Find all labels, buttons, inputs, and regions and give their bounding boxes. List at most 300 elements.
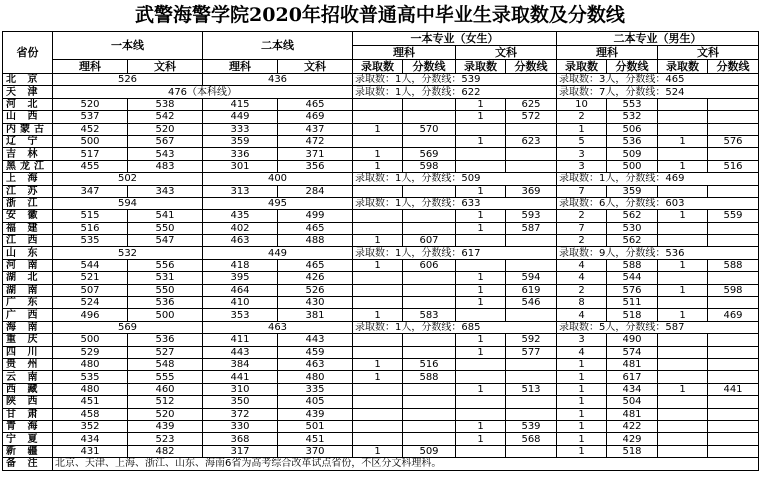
value-cell: 570 — [403, 123, 456, 135]
table-row — [3, 346, 759, 358]
value-cell: 553 — [607, 98, 658, 110]
province-cell: 江 苏 — [3, 185, 53, 197]
table-row — [3, 420, 759, 432]
value-cell — [658, 420, 708, 432]
value-cell: 572 — [506, 111, 557, 123]
value-cell: 516 — [403, 358, 456, 370]
header-spec2-wen: 文科 — [658, 46, 759, 60]
value-cell: 535 — [53, 371, 128, 383]
province-cell: 福 建 — [3, 222, 53, 234]
value-cell: 1 — [456, 284, 506, 296]
value-cell: 1 — [557, 383, 607, 395]
value-cell: 483 — [128, 160, 203, 172]
value-cell: 496 — [53, 309, 128, 321]
value-cell: 500 — [53, 334, 128, 346]
value-cell: 501 — [278, 420, 353, 432]
value-cell: 1 — [456, 383, 506, 395]
header-tier2-li: 理科 — [203, 60, 278, 74]
table-row — [3, 123, 759, 135]
value-cell: 4 — [557, 309, 607, 321]
table-row — [3, 74, 759, 86]
value-cell: 469 — [278, 111, 353, 123]
value-cell: 527 — [128, 346, 203, 358]
value-cell: 2 — [557, 210, 607, 222]
value-cell: 562 — [607, 235, 658, 247]
value-cell — [708, 420, 759, 432]
province-cell: 浙 江 — [3, 197, 53, 209]
table-row — [3, 259, 759, 271]
value-cell: 607 — [403, 235, 456, 247]
value-cell: 434 — [53, 433, 128, 445]
value-cell: 531 — [128, 272, 203, 284]
value-cell: 1 — [353, 123, 403, 135]
value-cell: 3 — [557, 334, 607, 346]
value-cell: 463 — [203, 235, 278, 247]
value-cell — [353, 284, 403, 296]
table-row — [3, 309, 759, 321]
note-row — [3, 458, 759, 470]
value-cell — [403, 334, 456, 346]
tier1-merged-cell: 569 — [53, 321, 203, 333]
value-cell: 1 — [456, 433, 506, 445]
table-row — [3, 272, 759, 284]
province-cell: 湖 北 — [3, 272, 53, 284]
value-cell — [403, 98, 456, 110]
value-cell: 347 — [53, 185, 128, 197]
value-cell: 464 — [203, 284, 278, 296]
value-cell — [403, 346, 456, 358]
value-cell: 449 — [203, 111, 278, 123]
value-cell — [658, 123, 708, 135]
province-cell: 河 南 — [3, 259, 53, 271]
value-cell: 455 — [53, 160, 128, 172]
value-cell — [506, 123, 557, 135]
header-fsx: 分数线 — [403, 60, 456, 74]
value-cell: 333 — [203, 123, 278, 135]
province-cell: 西 藏 — [3, 383, 53, 395]
value-cell: 313 — [203, 185, 278, 197]
province-cell: 青 海 — [3, 420, 53, 432]
value-cell: 536 — [607, 135, 658, 147]
value-cell: 541 — [128, 210, 203, 222]
value-cell: 500 — [53, 135, 128, 147]
value-cell: 576 — [607, 284, 658, 296]
province-cell: 黑龙江 — [3, 160, 53, 172]
value-cell: 587 — [506, 222, 557, 234]
spec2-merged-cell: 录取数：5人，分数线：587 — [557, 321, 759, 333]
header-fsx: 分数线 — [506, 60, 557, 74]
value-cell: 301 — [203, 160, 278, 172]
value-cell — [658, 445, 708, 457]
value-cell — [708, 334, 759, 346]
header-lqs: 录取数 — [557, 60, 607, 74]
value-cell — [658, 346, 708, 358]
note-label: 备 注 — [3, 458, 53, 470]
value-cell: 530 — [607, 222, 658, 234]
value-cell: 480 — [278, 371, 353, 383]
value-cell — [658, 272, 708, 284]
spec1-merged-cell: 录取数：1人，分数线：539 — [353, 74, 557, 86]
value-cell: 7 — [557, 222, 607, 234]
value-cell: 431 — [53, 445, 128, 457]
value-cell: 384 — [203, 358, 278, 370]
value-cell: 2 — [557, 284, 607, 296]
tier1-merged-cell: 594 — [53, 197, 203, 209]
value-cell: 411 — [203, 334, 278, 346]
value-cell: 435 — [203, 210, 278, 222]
value-cell: 1 — [353, 235, 403, 247]
value-cell — [353, 408, 403, 420]
province-cell: 北 京 — [3, 74, 53, 86]
value-cell: 3 — [557, 148, 607, 160]
province-cell: 山 西 — [3, 111, 53, 123]
header-tier1: 一本线 — [53, 32, 203, 60]
value-cell: 330 — [203, 420, 278, 432]
value-cell: 434 — [607, 383, 658, 395]
table-row — [3, 98, 759, 110]
header-spec1: 一本专业（女生） — [353, 32, 557, 46]
value-cell: 372 — [203, 408, 278, 420]
value-cell: 536 — [128, 297, 203, 309]
value-cell: 410 — [203, 297, 278, 309]
table-row — [3, 396, 759, 408]
table-row — [3, 297, 759, 309]
value-cell — [403, 210, 456, 222]
table-row — [3, 173, 759, 185]
value-cell: 520 — [128, 123, 203, 135]
value-cell: 368 — [203, 433, 278, 445]
table-row — [3, 235, 759, 247]
value-cell: 556 — [128, 259, 203, 271]
value-cell: 504 — [607, 396, 658, 408]
value-cell: 536 — [128, 334, 203, 346]
value-cell: 1 — [658, 383, 708, 395]
value-cell: 588 — [708, 259, 759, 271]
value-cell: 520 — [53, 98, 128, 110]
value-cell — [403, 111, 456, 123]
value-cell — [353, 383, 403, 395]
header-tier2-wen: 文科 — [278, 60, 353, 74]
value-cell: 488 — [278, 235, 353, 247]
province-cell: 甘 肃 — [3, 408, 53, 420]
header-spec2: 二本专业（男生） — [557, 32, 759, 46]
value-cell: 1 — [456, 272, 506, 284]
header-tier1-li: 理科 — [53, 60, 128, 74]
value-cell — [658, 222, 708, 234]
value-cell: 441 — [203, 371, 278, 383]
value-cell — [353, 396, 403, 408]
value-cell: 548 — [128, 358, 203, 370]
header-fsx: 分数线 — [708, 60, 759, 74]
value-cell: 538 — [128, 98, 203, 110]
value-cell — [353, 272, 403, 284]
value-cell: 555 — [128, 371, 203, 383]
value-cell: 465 — [278, 222, 353, 234]
province-cell: 海 南 — [3, 321, 53, 333]
header-fsx: 分数线 — [607, 60, 658, 74]
value-cell: 465 — [278, 259, 353, 271]
table-row — [3, 210, 759, 222]
value-cell: 359 — [607, 185, 658, 197]
value-cell: 353 — [203, 309, 278, 321]
value-cell — [708, 433, 759, 445]
value-cell: 511 — [607, 297, 658, 309]
value-cell: 509 — [607, 148, 658, 160]
header-spec2-li: 理科 — [557, 46, 658, 60]
value-cell — [353, 111, 403, 123]
value-cell: 1 — [658, 210, 708, 222]
value-cell: 535 — [53, 235, 128, 247]
value-cell: 592 — [506, 334, 557, 346]
value-cell: 426 — [278, 272, 353, 284]
spec1-merged-cell: 录取数：1人，分数线：509 — [353, 173, 557, 185]
tier2-merged-cell: 400 — [203, 173, 353, 185]
value-cell — [506, 259, 557, 271]
value-cell — [658, 371, 708, 383]
header-province: 省份 — [3, 32, 53, 74]
value-cell: 529 — [53, 346, 128, 358]
value-cell: 1 — [456, 420, 506, 432]
value-cell — [353, 334, 403, 346]
value-cell: 469 — [708, 309, 759, 321]
value-cell: 617 — [607, 371, 658, 383]
province-cell: 江 西 — [3, 235, 53, 247]
table-row — [3, 247, 759, 259]
value-cell — [708, 371, 759, 383]
value-cell: 1 — [658, 135, 708, 147]
value-cell: 4 — [557, 259, 607, 271]
header-row-3 — [3, 60, 759, 74]
value-cell: 2 — [557, 111, 607, 123]
value-cell — [506, 358, 557, 370]
province-cell: 新 疆 — [3, 445, 53, 457]
value-cell: 623 — [506, 135, 557, 147]
value-cell: 625 — [506, 98, 557, 110]
spec1-merged-cell: 录取数：1人，分数线：633 — [353, 197, 557, 209]
value-cell: 523 — [128, 433, 203, 445]
value-cell: 343 — [128, 185, 203, 197]
value-cell: 395 — [203, 272, 278, 284]
value-cell: 4 — [557, 346, 607, 358]
value-cell: 1 — [456, 111, 506, 123]
value-cell: 500 — [128, 309, 203, 321]
value-cell: 350 — [203, 396, 278, 408]
value-cell — [456, 445, 506, 457]
value-cell: 550 — [128, 222, 203, 234]
value-cell: 459 — [278, 346, 353, 358]
value-cell — [456, 148, 506, 160]
note-text: 北京、天津、上海、浙江、山东、海南6省为高考综合改革试点省份，不区分文科理科。 — [53, 458, 759, 470]
value-cell: 1 — [353, 445, 403, 457]
value-cell: 402 — [203, 222, 278, 234]
province-cell: 山 东 — [3, 247, 53, 259]
value-cell: 1 — [456, 222, 506, 234]
merged-score-cell: 476（本科线） — [53, 86, 353, 98]
value-cell — [658, 408, 708, 420]
value-cell — [708, 408, 759, 420]
value-cell: 465 — [278, 98, 353, 110]
value-cell — [403, 135, 456, 147]
value-cell: 336 — [203, 148, 278, 160]
province-cell: 云 南 — [3, 371, 53, 383]
value-cell: 443 — [278, 334, 353, 346]
header-spec1-wen: 文科 — [456, 46, 557, 60]
value-cell — [456, 123, 506, 135]
value-cell: 439 — [278, 408, 353, 420]
value-cell: 499 — [278, 210, 353, 222]
value-cell — [658, 358, 708, 370]
value-cell: 451 — [278, 433, 353, 445]
value-cell — [353, 297, 403, 309]
value-cell: 569 — [403, 148, 456, 160]
value-cell — [708, 185, 759, 197]
value-cell: 370 — [278, 445, 353, 457]
value-cell: 356 — [278, 160, 353, 172]
value-cell: 1 — [557, 358, 607, 370]
value-cell — [506, 371, 557, 383]
value-cell — [708, 123, 759, 135]
spec2-merged-cell: 录取数：1人，分数线：469 — [557, 173, 759, 185]
value-cell: 1 — [557, 445, 607, 457]
value-cell: 405 — [278, 396, 353, 408]
value-cell — [456, 309, 506, 321]
value-cell — [353, 98, 403, 110]
spec1-merged-cell: 录取数：1人，分数线：622 — [353, 86, 557, 98]
tier1-merged-cell: 532 — [53, 247, 203, 259]
value-cell — [456, 396, 506, 408]
value-cell: 542 — [128, 111, 203, 123]
value-cell: 550 — [128, 284, 203, 296]
value-cell: 1 — [658, 160, 708, 172]
value-cell — [506, 160, 557, 172]
province-cell: 内蒙古 — [3, 123, 53, 135]
value-cell: 1 — [456, 185, 506, 197]
value-cell: 606 — [403, 259, 456, 271]
table-row — [3, 135, 759, 147]
table-row — [3, 433, 759, 445]
value-cell — [708, 346, 759, 358]
value-cell — [403, 185, 456, 197]
value-cell: 588 — [607, 259, 658, 271]
table-row — [3, 111, 759, 123]
value-cell — [456, 408, 506, 420]
value-cell: 574 — [607, 346, 658, 358]
header-lqs: 录取数 — [353, 60, 403, 74]
value-cell: 583 — [403, 309, 456, 321]
value-cell: 1 — [557, 408, 607, 420]
value-cell: 490 — [607, 334, 658, 346]
province-cell: 广 东 — [3, 297, 53, 309]
value-cell: 451 — [53, 396, 128, 408]
province-cell: 陕 西 — [3, 396, 53, 408]
value-cell: 524 — [53, 297, 128, 309]
tier2-merged-cell: 495 — [203, 197, 353, 209]
value-cell — [353, 222, 403, 234]
value-cell: 482 — [128, 445, 203, 457]
value-cell — [353, 420, 403, 432]
value-cell: 1 — [353, 160, 403, 172]
spec2-merged-cell: 录取数：3人，分数线：465 — [557, 74, 759, 86]
tier1-merged-cell: 502 — [53, 173, 203, 185]
province-cell: 上 海 — [3, 173, 53, 185]
province-cell: 重 庆 — [3, 334, 53, 346]
value-cell — [658, 297, 708, 309]
province-cell: 安 徽 — [3, 210, 53, 222]
value-cell — [456, 371, 506, 383]
value-cell: 452 — [53, 123, 128, 135]
value-cell: 1 — [353, 148, 403, 160]
table-row — [3, 197, 759, 209]
value-cell — [403, 396, 456, 408]
value-cell: 1 — [353, 259, 403, 271]
value-cell: 335 — [278, 383, 353, 395]
value-cell — [456, 160, 506, 172]
province-cell: 天 津 — [3, 86, 53, 98]
value-cell — [708, 396, 759, 408]
value-cell — [658, 185, 708, 197]
value-cell — [456, 358, 506, 370]
value-cell: 532 — [607, 111, 658, 123]
value-cell — [506, 309, 557, 321]
value-cell: 430 — [278, 297, 353, 309]
value-cell: 2 — [557, 235, 607, 247]
value-cell: 544 — [53, 259, 128, 271]
value-cell: 359 — [203, 135, 278, 147]
header-tier1-wen: 文科 — [128, 60, 203, 74]
spec1-merged-cell: 录取数：1人，分数线：685 — [353, 321, 557, 333]
value-cell: 441 — [708, 383, 759, 395]
value-cell: 520 — [128, 408, 203, 420]
value-cell — [456, 235, 506, 247]
table-row — [3, 371, 759, 383]
value-cell: 1 — [658, 309, 708, 321]
value-cell: 516 — [708, 160, 759, 172]
spec1-merged-cell: 录取数：1人，分数线：617 — [353, 247, 557, 259]
value-cell: 594 — [506, 272, 557, 284]
value-cell: 463 — [278, 358, 353, 370]
value-cell: 480 — [53, 358, 128, 370]
province-cell: 四 川 — [3, 346, 53, 358]
value-cell: 381 — [278, 309, 353, 321]
spec2-merged-cell: 录取数：9人，分数线：536 — [557, 247, 759, 259]
value-cell: 8 — [557, 297, 607, 309]
value-cell: 559 — [708, 210, 759, 222]
header-spec1-li: 理科 — [353, 46, 456, 60]
value-cell: 518 — [607, 309, 658, 321]
value-cell: 7 — [557, 185, 607, 197]
value-cell — [506, 408, 557, 420]
province-cell: 湖 南 — [3, 284, 53, 296]
value-cell — [353, 210, 403, 222]
value-cell — [403, 420, 456, 432]
value-cell: 567 — [128, 135, 203, 147]
value-cell: 598 — [708, 284, 759, 296]
value-cell — [708, 445, 759, 457]
value-cell: 481 — [607, 358, 658, 370]
value-cell — [708, 222, 759, 234]
value-cell — [403, 408, 456, 420]
value-cell — [353, 185, 403, 197]
value-cell: 4 — [557, 272, 607, 284]
value-cell: 458 — [53, 408, 128, 420]
value-cell: 537 — [53, 111, 128, 123]
value-cell — [353, 135, 403, 147]
value-cell: 544 — [607, 272, 658, 284]
value-cell: 5 — [557, 135, 607, 147]
spec2-merged-cell: 录取数：7人，分数线：524 — [557, 86, 759, 98]
value-cell: 1 — [557, 396, 607, 408]
value-cell: 506 — [607, 123, 658, 135]
